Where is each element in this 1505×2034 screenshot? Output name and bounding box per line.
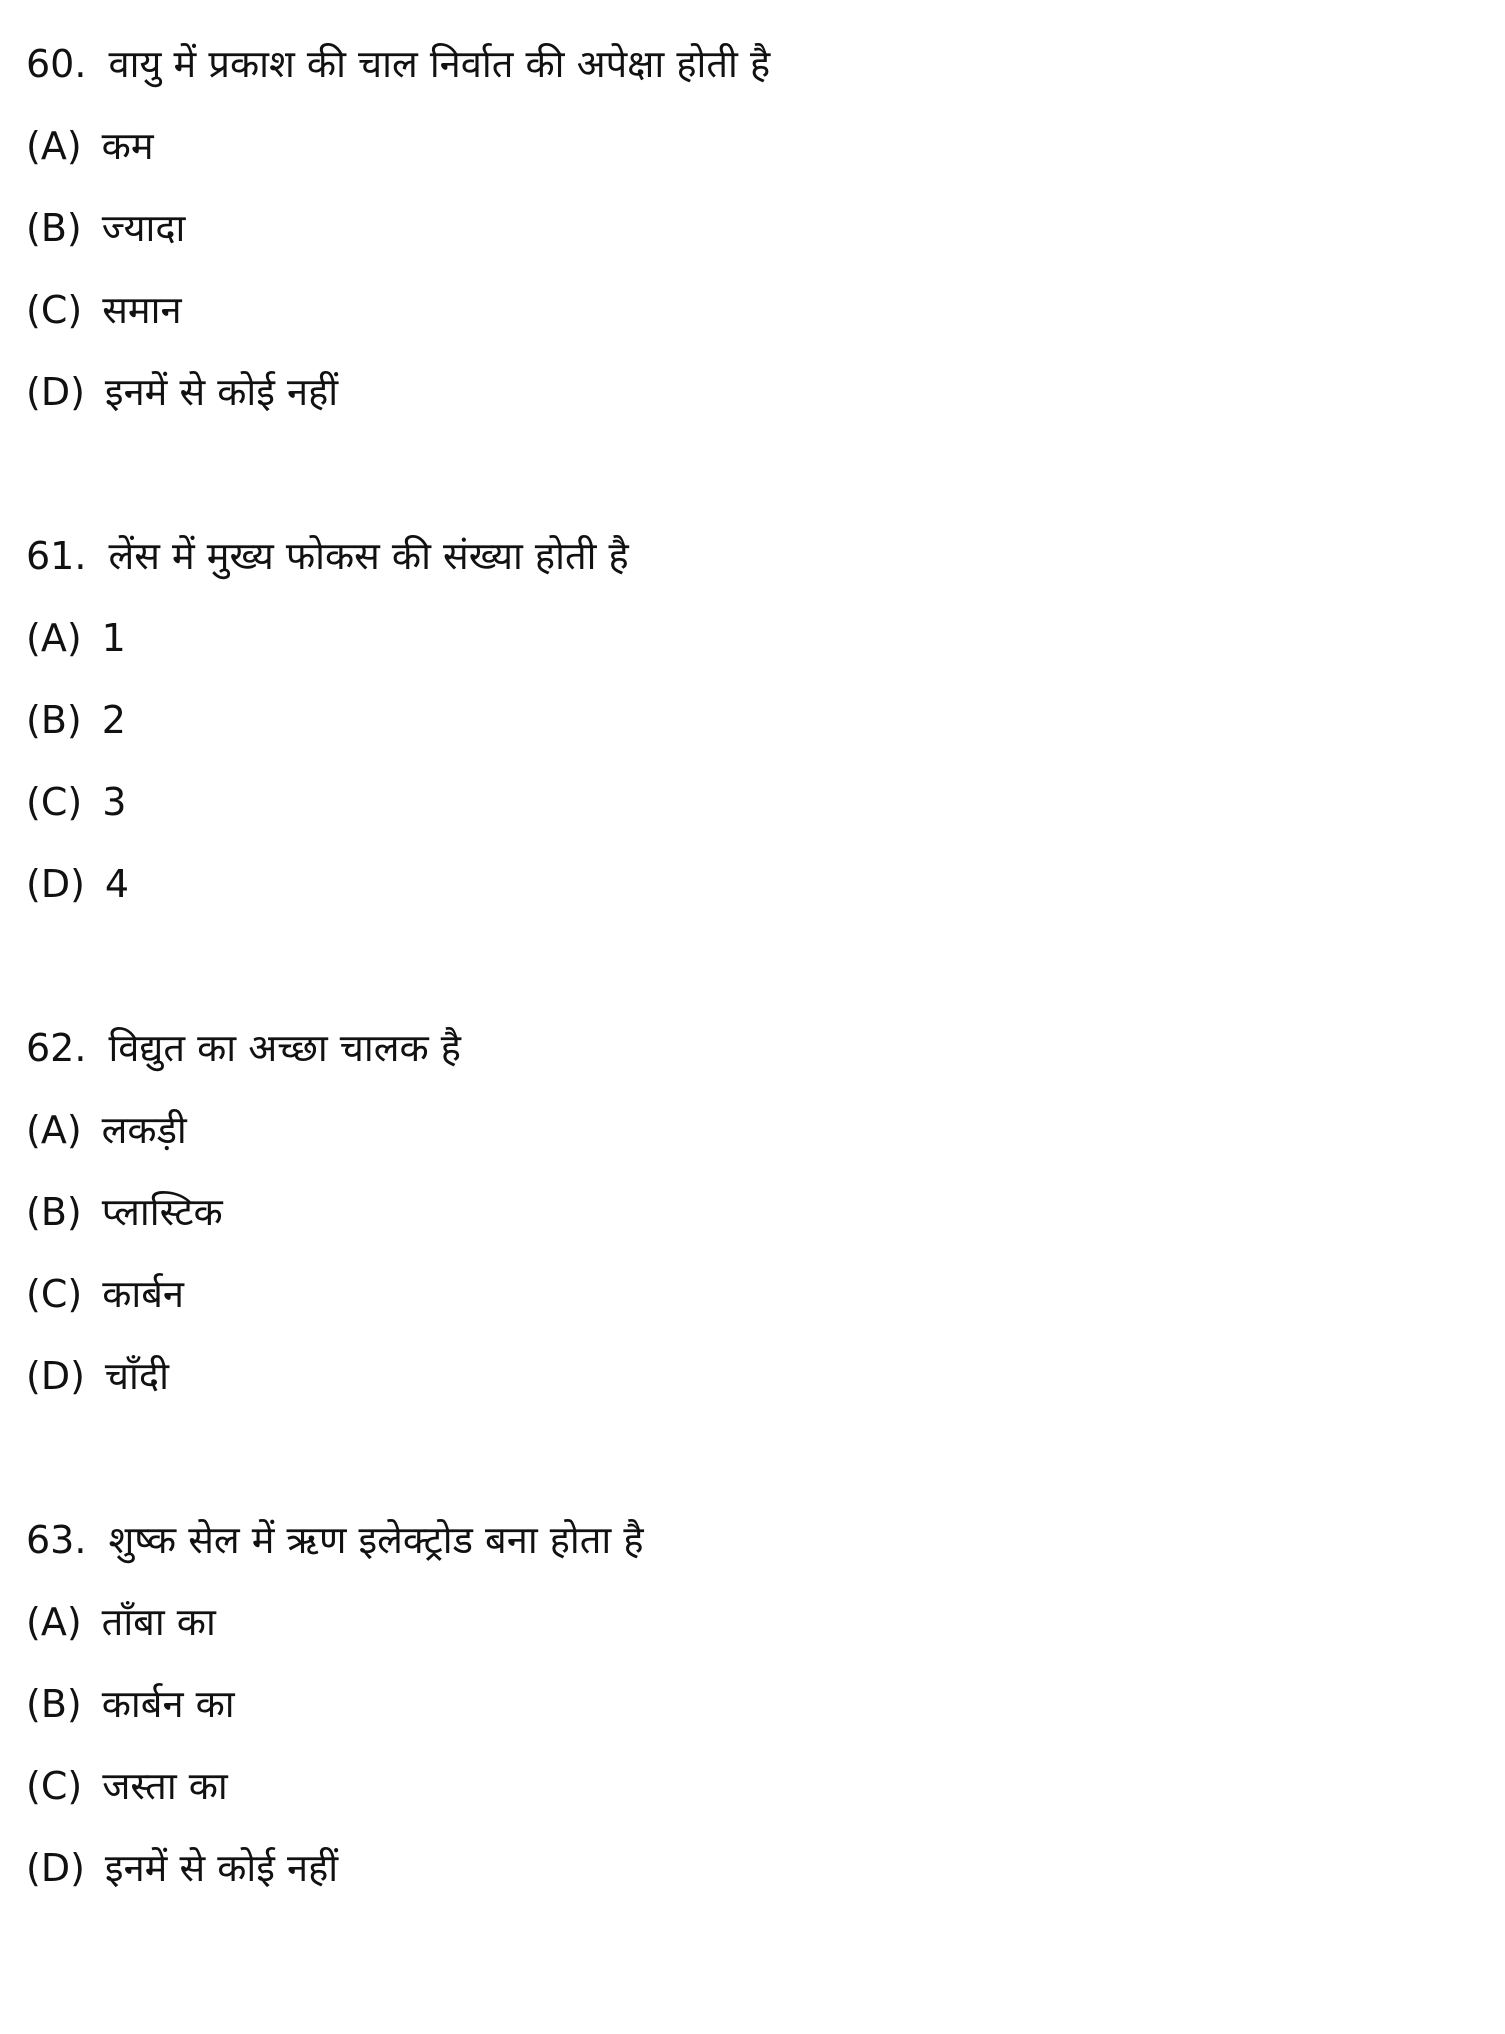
- option-text: जस्ता का: [102, 1764, 228, 1808]
- option-d: [26, 848, 1466, 930]
- option-text: 1: [101, 616, 126, 660]
- question-63: [26, 1504, 1466, 1914]
- question-stem: [26, 1504, 1466, 1586]
- option-d: [26, 356, 1466, 438]
- question-stem: [26, 520, 1466, 602]
- question-text: वायु में प्रकाश की चाल निर्वात की अपेक्षा होती है: [108, 42, 771, 86]
- option-text: 4: [104, 862, 130, 906]
- option-a: [26, 110, 1466, 192]
- option-label: (C): [26, 1272, 83, 1316]
- question-62: [26, 1012, 1466, 1422]
- question-stem: [26, 1012, 1466, 1094]
- option-text: कम: [101, 124, 154, 168]
- option-c: [26, 274, 1466, 356]
- option-label: (C): [26, 288, 83, 332]
- option-text: ताँबा का: [101, 1600, 216, 1644]
- option-label: (B): [26, 698, 82, 742]
- option-text: ज्यादा: [101, 206, 186, 250]
- option-text: चाँदी: [104, 1354, 169, 1398]
- question-61: [26, 520, 1466, 930]
- question-text: लेंस में मुख्य फोकस की संख्या होती है: [108, 534, 629, 578]
- option-label: (B): [26, 206, 82, 250]
- option-text: प्लास्टिक: [101, 1190, 223, 1234]
- option-a: [26, 1586, 1466, 1668]
- option-a: [26, 1094, 1466, 1176]
- question-number: 61.: [26, 534, 87, 578]
- option-a: [26, 602, 1466, 684]
- option-label: (A): [26, 1108, 82, 1152]
- option-text: इनमें से कोई नहीं: [104, 1846, 339, 1890]
- question-number: 60.: [26, 42, 87, 86]
- option-text: 2: [101, 698, 126, 742]
- option-c: [26, 1258, 1466, 1340]
- option-label: (A): [26, 616, 82, 660]
- option-text: लकड़ी: [101, 1108, 187, 1152]
- option-c: [26, 1750, 1466, 1832]
- option-d: [26, 1832, 1466, 1914]
- option-text: कार्बन का: [101, 1682, 235, 1726]
- option-b: [26, 192, 1466, 274]
- option-text: कार्बन: [102, 1272, 185, 1316]
- option-c: [26, 766, 1466, 848]
- option-d: [26, 1340, 1466, 1422]
- option-label: (D): [26, 1846, 85, 1890]
- option-label: (B): [26, 1190, 82, 1234]
- option-text: इनमें से कोई नहीं: [104, 370, 339, 414]
- question-number: 63.: [26, 1518, 87, 1562]
- question-number: 62.: [26, 1026, 87, 1070]
- option-text: 3: [102, 780, 127, 824]
- option-label: (A): [26, 124, 82, 168]
- question-text: विद्युत का अच्छा चालक है: [108, 1026, 461, 1070]
- option-label: (C): [26, 1764, 83, 1808]
- option-label: (D): [26, 370, 85, 414]
- option-label: (B): [26, 1682, 82, 1726]
- question-text: शुष्क सेल में ऋण इलेक्ट्रोड बना होता है: [108, 1518, 644, 1562]
- question-60: [26, 28, 1466, 438]
- option-label: (D): [26, 862, 85, 906]
- option-b: [26, 684, 1466, 766]
- option-b: [26, 1176, 1466, 1258]
- option-label: (C): [26, 780, 83, 824]
- option-label: (D): [26, 1354, 85, 1398]
- option-text: समान: [102, 288, 182, 332]
- question-stem: [26, 28, 1466, 110]
- option-label: (A): [26, 1600, 82, 1644]
- option-b: [26, 1668, 1466, 1750]
